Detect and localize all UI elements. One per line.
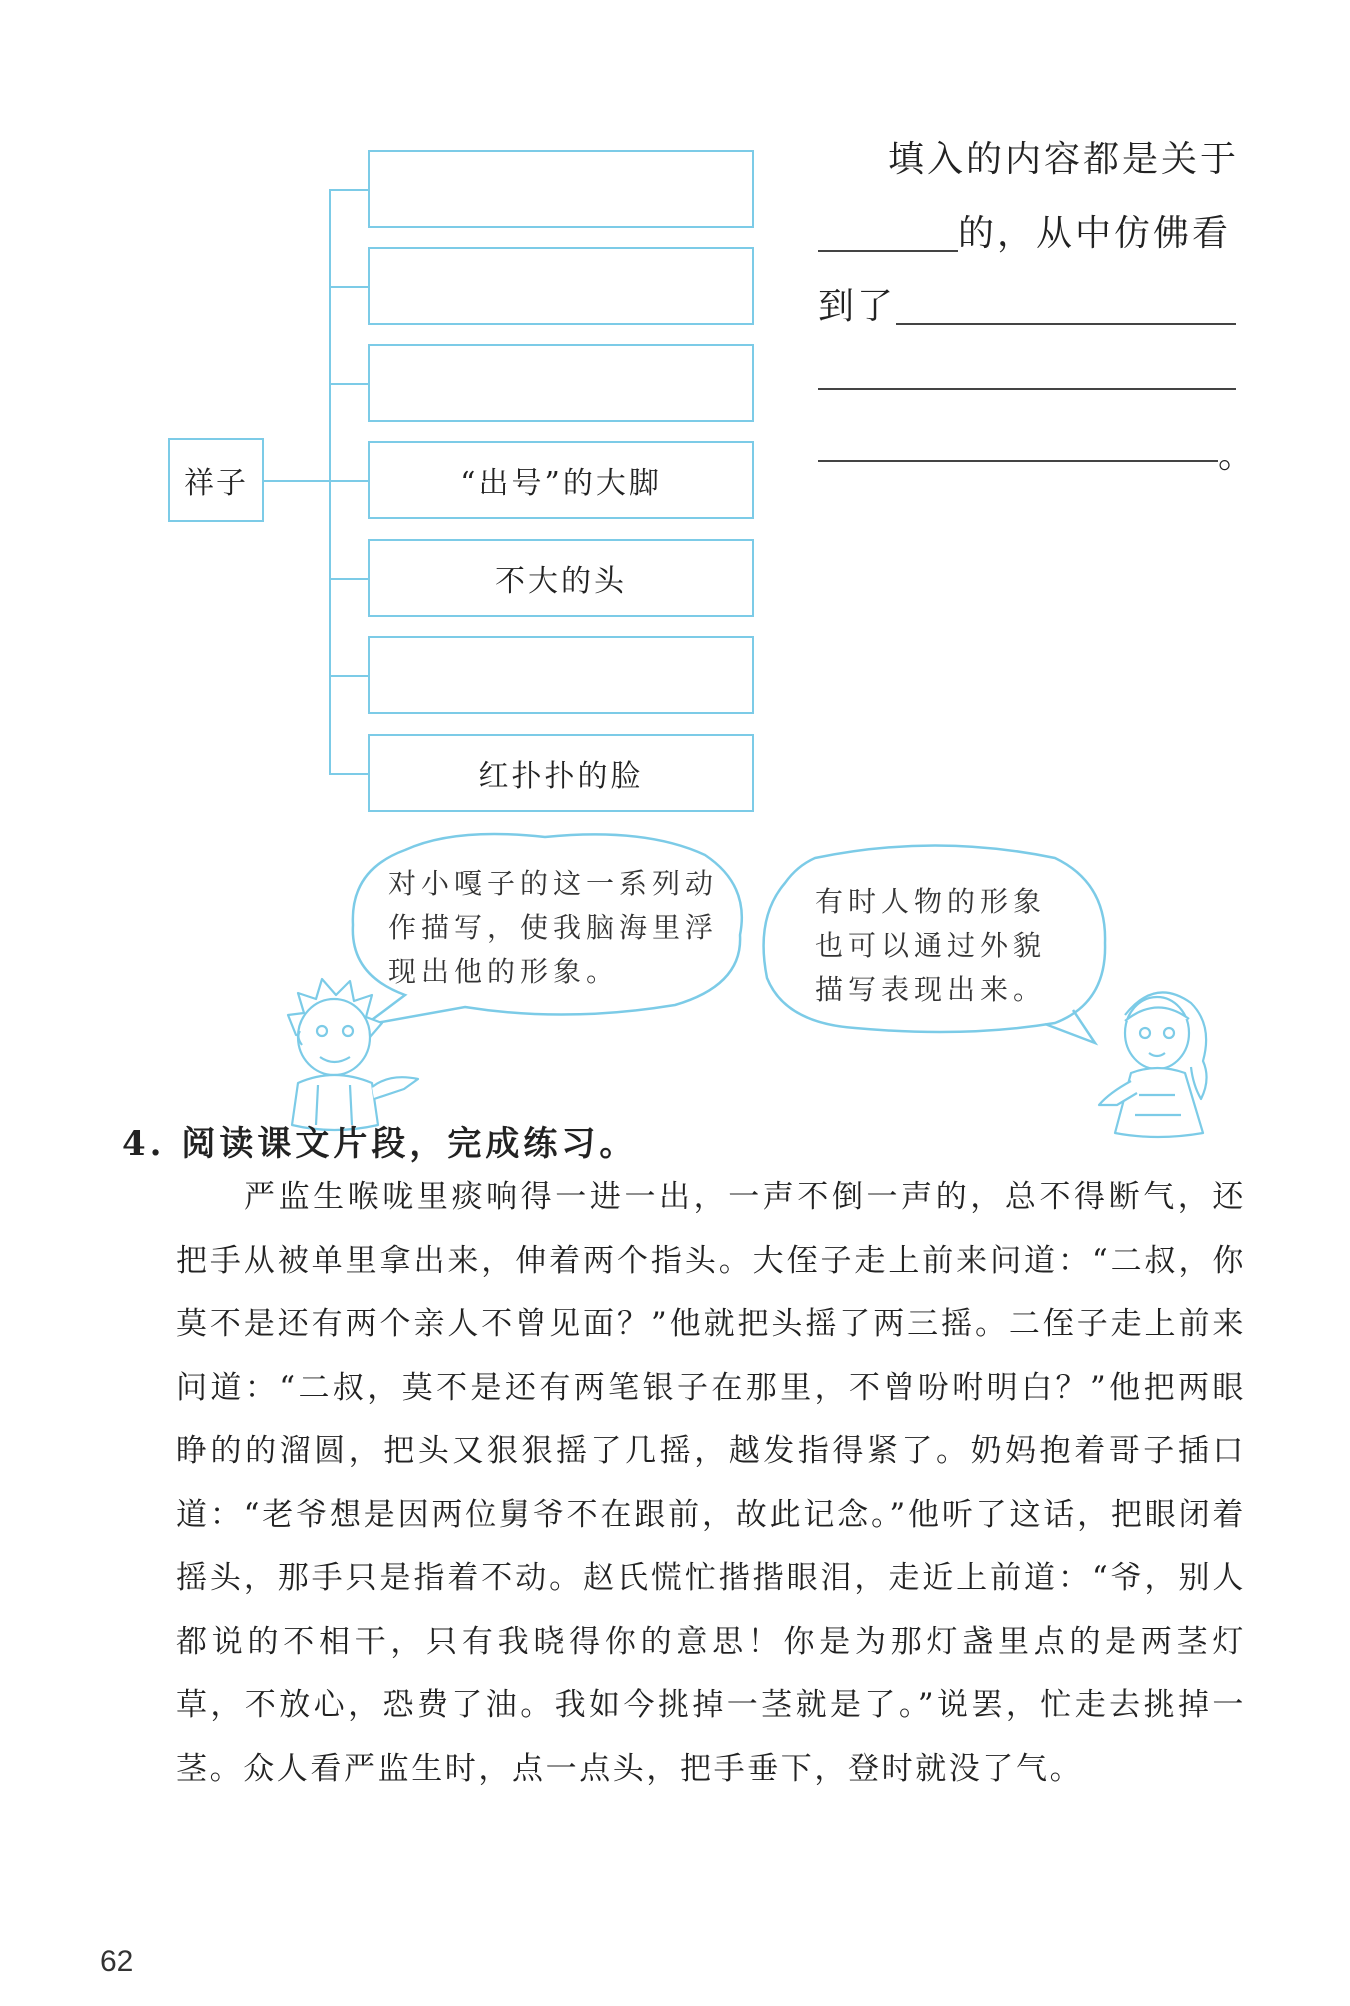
bubble-left-text: 对小嘎子的这一系列动作描写，使我脑海里浮现出他的形象。	[388, 867, 719, 988]
line-2-text: 的，从中仿佛看	[958, 213, 1232, 254]
fill-in-line-1: 填入的内容都是关于	[888, 139, 1240, 180]
leaf-box-red-face: 红扑扑的脸	[368, 734, 754, 812]
bubble-right-text: 有时人物的形象也可以通过外貌描写表现出来。	[815, 885, 1047, 1006]
blank-image-1[interactable]	[896, 287, 1236, 325]
leaf-box-blank-3[interactable]	[368, 344, 754, 422]
leaf-box-blank-1[interactable]	[368, 150, 754, 228]
branch-3	[329, 383, 368, 385]
blank-subject[interactable]	[818, 214, 958, 252]
section-title: 4. 阅读课文片段，完成练习。	[122, 1124, 638, 1164]
branch-5	[329, 578, 368, 580]
leaf-box-small-head: 不大的头	[368, 539, 754, 617]
end-period: 。	[1218, 435, 1258, 476]
blank-image-2[interactable]	[818, 388, 1236, 390]
reading-passage: 严监生喉咙里痰响得一进一出，一声不倒一声的，总不得断气，还把手从被单里拿出来，伸着两个指头。大侄子走上前来问道：“二叔，你莫不是还有两个亲人不曾见面？”他就把头摇了两三摇。二侄子走上前来问道：“二叔，莫不是还有两笔银子在那里，不曾吩咐明白？”他把两眼睁的的溜圆，把头又狠狠摇了几摇，越发指得紧了。奶妈抱着哥子插口道：“老爷想是因两位舅爷不在跟前，故此记念。”他听了这话，把眼闭着摇头，那手只是指着不动。赵氏慌忙揩揩眼泪，走近上前道：“爷，别人都说的不相干，只有我晓得你的意思！你是为那灯盏里点的是两茎灯草，不放心，恐费了油。我如今挑掉一茎就是了。”说罢，忙走去挑掉一茎。众人看严监生时，点一点头，把手垂下，登时就没了气。	[176, 1179, 1246, 1787]
branch-7	[329, 773, 368, 775]
branch-1	[329, 189, 368, 191]
fill-in-line-3	[818, 287, 1236, 325]
girl-illustration	[1095, 975, 1220, 1140]
branch-6	[329, 675, 368, 677]
leaf-box-blank-2[interactable]	[368, 247, 754, 325]
branch-2	[329, 286, 368, 288]
root-node-box: 祥子	[168, 438, 264, 522]
leaf-box-blank-4[interactable]	[368, 636, 754, 714]
root-connector	[264, 480, 330, 482]
leaf-box-big-feet: “出号”的大脚	[368, 441, 754, 519]
branch-4	[329, 480, 368, 482]
line-3-text: 到了	[818, 286, 897, 327]
page-number: 62	[100, 1945, 134, 1978]
fill-in-line-2	[818, 214, 1231, 252]
blank-image-3[interactable]	[818, 460, 1218, 462]
